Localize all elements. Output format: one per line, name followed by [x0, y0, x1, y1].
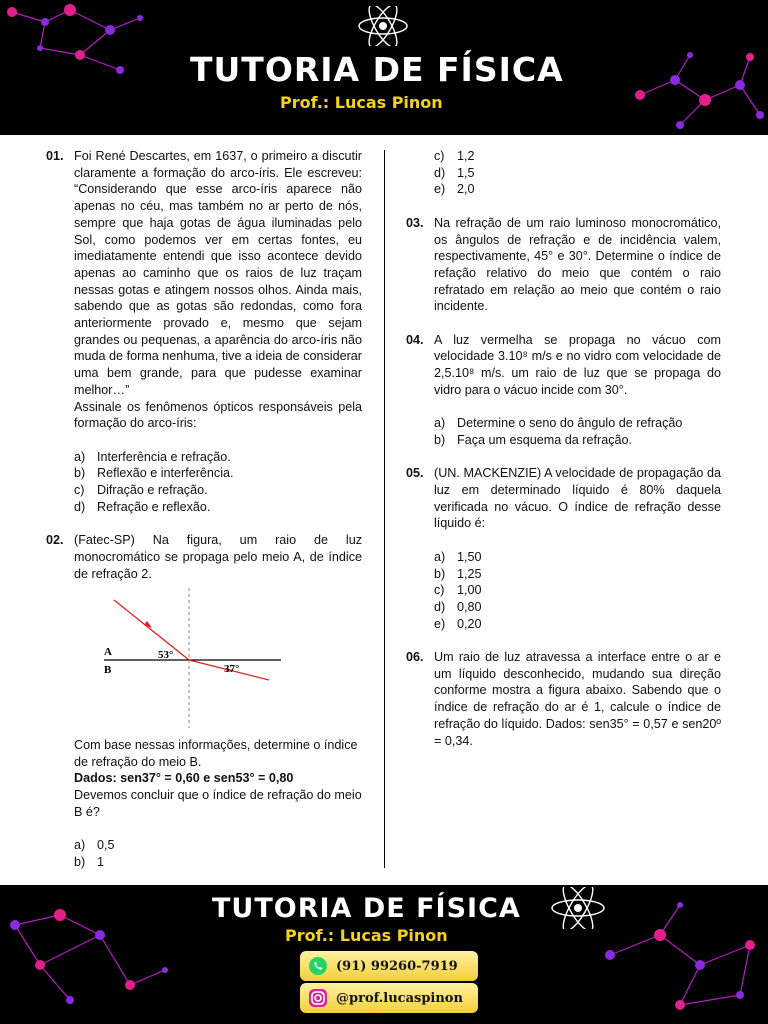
- question-number: 06.: [406, 650, 424, 664]
- option: a) Determine o seno do ângulo de refração: [434, 416, 683, 431]
- question-data: Dados: sen37° = 0,60 e sen53° = 0,80: [74, 771, 294, 786]
- molecule-network-right-decoration: [620, 45, 768, 135]
- molecule-network-right-decoration: [590, 895, 768, 1020]
- question-number: 05.: [406, 466, 424, 481]
- left-column: [46, 148, 362, 871]
- instagram-icon: [308, 988, 328, 1008]
- question-text: A luz vermelha se propaga no vácuo com velocidade 3.10⁸ m/s e no vidro com velocidade de 2,5.10⁸ m/s. um raio de luz que se propaga do vidro para o vácuo incide com 30°.: [434, 332, 721, 397]
- medium-a-label: A: [104, 646, 112, 659]
- molecule-network-left-decoration: [0, 895, 180, 1015]
- question-04: [406, 332, 721, 449]
- option: b) Faça um esquema da refração.: [434, 432, 633, 447]
- question-number: 03.: [406, 215, 424, 230]
- question-number: 01.: [46, 149, 64, 163]
- question-06: [406, 649, 721, 749]
- question-05: [406, 465, 721, 632]
- question-text: (UN. MACKENZIE) A velocidade de propagação da luz em determinado líquido é 80% daquela verificada no vácuo. O índice de refração desse líquido é:: [434, 466, 721, 531]
- option: a) 1,50: [434, 549, 482, 564]
- atom-icon: [357, 6, 409, 46]
- option: e) 0,20: [434, 616, 482, 631]
- question-text: Um raio de luz atravessa a interface entre o ar e um líquido desconhecido, mudando sua direção conforme mostra a figura abaixo. Sabendo que o índice de refração do ar é 1, calcule o índice de refração do líquido. Dados: sen35° = 0,57 e sen20º = 0,34.: [434, 650, 721, 748]
- molecule-network-left-decoration: [0, 0, 150, 80]
- question-number: 02.: [46, 533, 64, 548]
- option: b) 1: [74, 854, 105, 869]
- column-divider: [384, 150, 385, 868]
- header-banner: [0, 0, 768, 135]
- option: c) 1,00: [434, 583, 482, 598]
- question-text: (Fatec-SP) Na figura, um raio de luz monocromático se propaga pelo meio A, de índice de refração 2.: [74, 533, 362, 581]
- instagram-contact: [300, 983, 478, 1013]
- question-prompt: Assinale os fenômenos ópticos responsáveis pela formação do arco-íris:: [74, 399, 362, 431]
- refraction-figure: [74, 588, 324, 728]
- whatsapp-icon: [308, 956, 328, 976]
- option: d) 0,80: [434, 599, 482, 614]
- footer-title: TUTORIA DE FÍSICA: [212, 893, 521, 924]
- option: d) 1,5: [434, 165, 475, 180]
- question-02: [46, 532, 362, 870]
- option: c) Difração e refração.: [74, 483, 208, 498]
- footer-subtitle: Prof.: Lucas Pinon: [285, 926, 448, 945]
- medium-b-label: B: [104, 664, 112, 677]
- phone-number: (91) 99260-7919: [336, 958, 458, 974]
- option: c) 1,2: [434, 149, 475, 163]
- header-subtitle: Prof.: Lucas Pinon: [280, 93, 443, 112]
- option: e) 2,0: [434, 182, 475, 197]
- phone-contact: [300, 951, 478, 981]
- question-ask: Devemos concluir que o índice de refração do meio B é?: [74, 788, 362, 819]
- header-title: TUTORIA DE FÍSICA: [190, 50, 564, 89]
- option: a) Interferência e refração.: [74, 449, 231, 464]
- atom-icon: [550, 887, 606, 929]
- refraction-angle-label: 37°: [224, 663, 240, 676]
- footer-banner: [0, 885, 768, 1024]
- question-number: 04.: [406, 332, 424, 347]
- question-02-continued: [406, 148, 721, 198]
- option: d) Refração e reflexão.: [74, 499, 211, 514]
- question-01: [46, 148, 362, 515]
- question-after: Com base nessas informações, determine o índice de refração do meio B.: [74, 737, 358, 769]
- option: b) 1,25: [434, 566, 482, 581]
- question-03: [406, 215, 721, 315]
- question-text: Na refração de um raio luminoso monocromático, os ângulos de refração e de incidência valem, respectivamente, 45° e 30°. Determine o índice de refação relativo do meio que contém o raio refratado em relação ao meio que contém o raio incidente.: [434, 215, 721, 314]
- question-text: Foi René Descartes, em 1637, o primeiro a discutir claramente a formação do arco-íris. Ele escreveu: “Considerando que esse arco-íris aparece não apenas no céu, mas também no ar perto de nós, sempre que haja gotas de água iluminadas pelo Sol, como podemos ver em certas fontes, eu imediatamente entendi que isso acontece devido apenas ao caminho que os raios de luz traçam nessas gotas e atingem nossos olhos. Ainda mais, sabendo que as gotas são redondas, como fora anteriormente provado e, mesmo que sejam grandes ou pequenas, a aparência do arco-íris não muda de forma nenhuma, tive a ideia de considerar uma bem grande, para que pudesse examinar melhor…”: [74, 149, 362, 397]
- incidence-angle-label: 53°: [158, 649, 174, 662]
- instagram-handle: @prof.lucaspinon: [336, 990, 463, 1006]
- option: b) Reflexão e interferência.: [74, 466, 234, 481]
- right-column: [406, 148, 721, 749]
- option: a) 0,5: [74, 838, 115, 853]
